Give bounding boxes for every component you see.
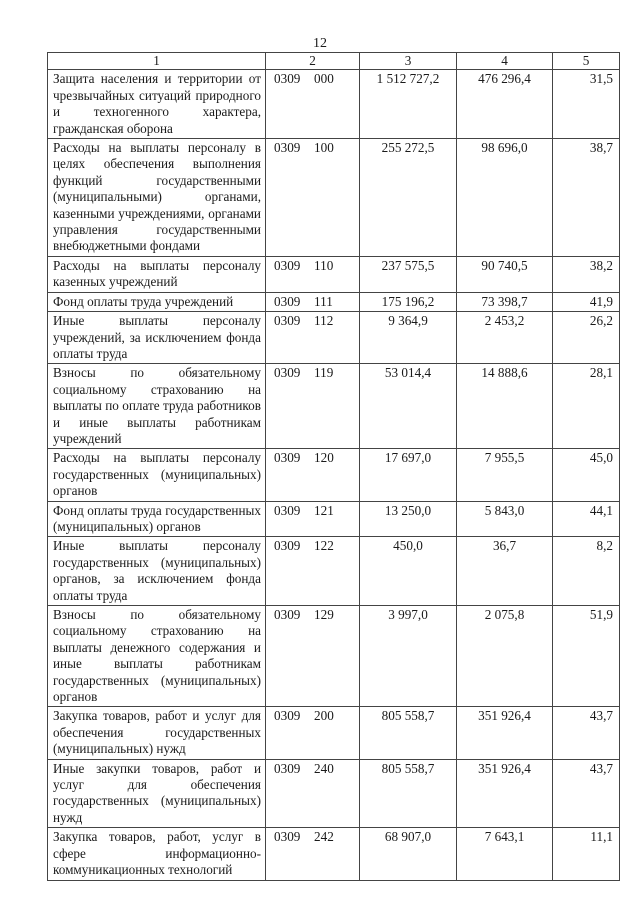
expense-name: Иные закупки товаров, работ и услуг для обеспечения государственных (муниципальных) нужд [48,759,266,828]
table-row [48,256,620,292]
expense-name: Защита населения и территории от чрезвычайных ситуаций природного и техногенного характера, гражданская оборона [48,70,266,139]
plan-amount: 237 575,5 [360,256,457,292]
section-code: 0309 [274,538,301,554]
table-row [48,537,620,606]
section-code: 0309 [274,450,301,466]
table-row [48,364,620,449]
fact-amount: 5 843,0 [457,501,553,537]
execution-percent: 38,2 [553,256,620,292]
expense-type-code: 120 [314,450,334,466]
budget-code [266,537,360,606]
header-col-3: 3 [360,53,457,70]
expense-type-code: 000 [314,71,334,87]
fact-amount: 73 398,7 [457,292,553,311]
table-row [48,606,620,707]
plan-amount: 805 558,7 [360,759,457,828]
budget-code [266,364,360,449]
expense-type-code: 122 [314,538,334,554]
execution-percent: 31,5 [553,70,620,139]
expense-type-code: 242 [314,829,334,845]
plan-amount: 3 997,0 [360,606,457,707]
section-code: 0309 [274,708,301,724]
expense-name: Фонд оплаты труда государственных (муниципальных) органов [48,501,266,537]
fact-amount: 14 888,6 [457,364,553,449]
section-code: 0309 [274,313,301,329]
expense-name: Взносы по обязательному социальному страхованию на выплаты денежного содержания и иные выплаты работникам государственных (муниципальных) органов [48,606,266,707]
budget-code [266,828,360,880]
fact-amount: 90 740,5 [457,256,553,292]
fact-amount: 351 926,4 [457,759,553,828]
section-code: 0309 [274,140,301,156]
table-row [48,828,620,880]
expense-name: Иные выплаты персоналу государственных (муниципальных) органов, за исключением фонда оплаты труда [48,537,266,606]
fact-amount: 7 955,5 [457,449,553,501]
expense-type-code: 100 [314,140,334,156]
table-row [48,501,620,537]
execution-percent: 8,2 [553,537,620,606]
header-col-4: 4 [457,53,553,70]
plan-amount: 68 907,0 [360,828,457,880]
budget-table [47,52,620,881]
execution-percent: 43,7 [553,707,620,759]
expense-name: Взносы по обязательному социальному страхованию на выплаты по оплате труда работников и иные выплаты работникам учреждений [48,364,266,449]
expense-name: Расходы на выплаты персоналу государственных (муниципальных) органов [48,449,266,501]
expense-type-code: 119 [314,365,334,381]
table-row [48,139,620,257]
header-col-1: 1 [48,53,266,70]
budget-code [266,256,360,292]
budget-code [266,70,360,139]
expense-type-code: 112 [314,313,334,329]
execution-percent: 41,9 [553,292,620,311]
expense-type-code: 110 [314,257,334,273]
section-code: 0309 [274,760,301,776]
expense-name: Фонд оплаты труда учреждений [48,292,266,311]
budget-code [266,759,360,828]
execution-percent: 28,1 [553,364,620,449]
table-row [48,312,620,364]
expense-name: Расходы на выплаты персоналу казенных учреждений [48,256,266,292]
header-col-2: 2 [266,53,360,70]
plan-amount: 53 014,4 [360,364,457,449]
plan-amount: 9 364,9 [360,312,457,364]
budget-code [266,707,360,759]
budget-code [266,606,360,707]
header-col-5: 5 [553,53,620,70]
budget-code [266,312,360,364]
fact-amount: 476 296,4 [457,70,553,139]
plan-amount: 17 697,0 [360,449,457,501]
fact-amount: 2 075,8 [457,606,553,707]
plan-amount: 1 512 727,2 [360,70,457,139]
fact-amount: 2 453,2 [457,312,553,364]
expense-type-code: 200 [314,708,334,724]
plan-amount: 13 250,0 [360,501,457,537]
expense-name: Закупка товаров, работ и услуг для обеспечения государственных (муниципальных) нужд [48,707,266,759]
execution-percent: 45,0 [553,449,620,501]
section-code: 0309 [274,257,301,273]
execution-percent: 44,1 [553,501,620,537]
budget-code [266,292,360,311]
header-row [48,53,620,70]
expense-type-code: 129 [314,607,334,622]
table-row [48,449,620,501]
execution-percent: 51,9 [553,606,620,707]
fact-amount: 98 696,0 [457,139,553,257]
plan-amount: 255 272,5 [360,139,457,257]
section-code: 0309 [274,502,301,518]
execution-percent: 43,7 [553,759,620,828]
table-row [48,759,620,828]
expense-type-code: 121 [314,502,334,518]
expense-name: Закупка товаров, работ, услуг в сфере информационно-коммуникационных технологий [48,828,266,880]
section-code: 0309 [274,365,301,381]
budget-code [266,501,360,537]
table-body [48,70,620,880]
execution-percent: 26,2 [553,312,620,364]
section-code: 0309 [274,829,301,845]
fact-amount: 351 926,4 [457,707,553,759]
section-code: 0309 [274,607,301,622]
fact-amount: 36,7 [457,537,553,606]
expense-type-code: 111 [314,293,333,309]
expense-type-code: 240 [314,760,334,776]
section-code: 0309 [274,293,301,309]
page-number: 12 [313,36,327,51]
expense-name: Иные выплаты персоналу учреждений, за исключением фонда оплаты труда [48,312,266,364]
section-code: 0309 [274,71,301,87]
table-row [48,70,620,139]
plan-amount: 450,0 [360,537,457,606]
execution-percent: 38,7 [553,139,620,257]
fact-amount: 7 643,1 [457,828,553,880]
table-row [48,707,620,759]
table-row [48,292,620,311]
plan-amount: 175 196,2 [360,292,457,311]
budget-code [266,449,360,501]
budget-code [266,139,360,257]
execution-percent: 11,1 [553,828,620,880]
plan-amount: 805 558,7 [360,707,457,759]
expense-name: Расходы на выплаты персоналу в целях обеспечения выполнения функций государственными (муниципальными) органами, казенными учреждениями, органами управления государственными внебюджетными фондами [48,139,266,257]
